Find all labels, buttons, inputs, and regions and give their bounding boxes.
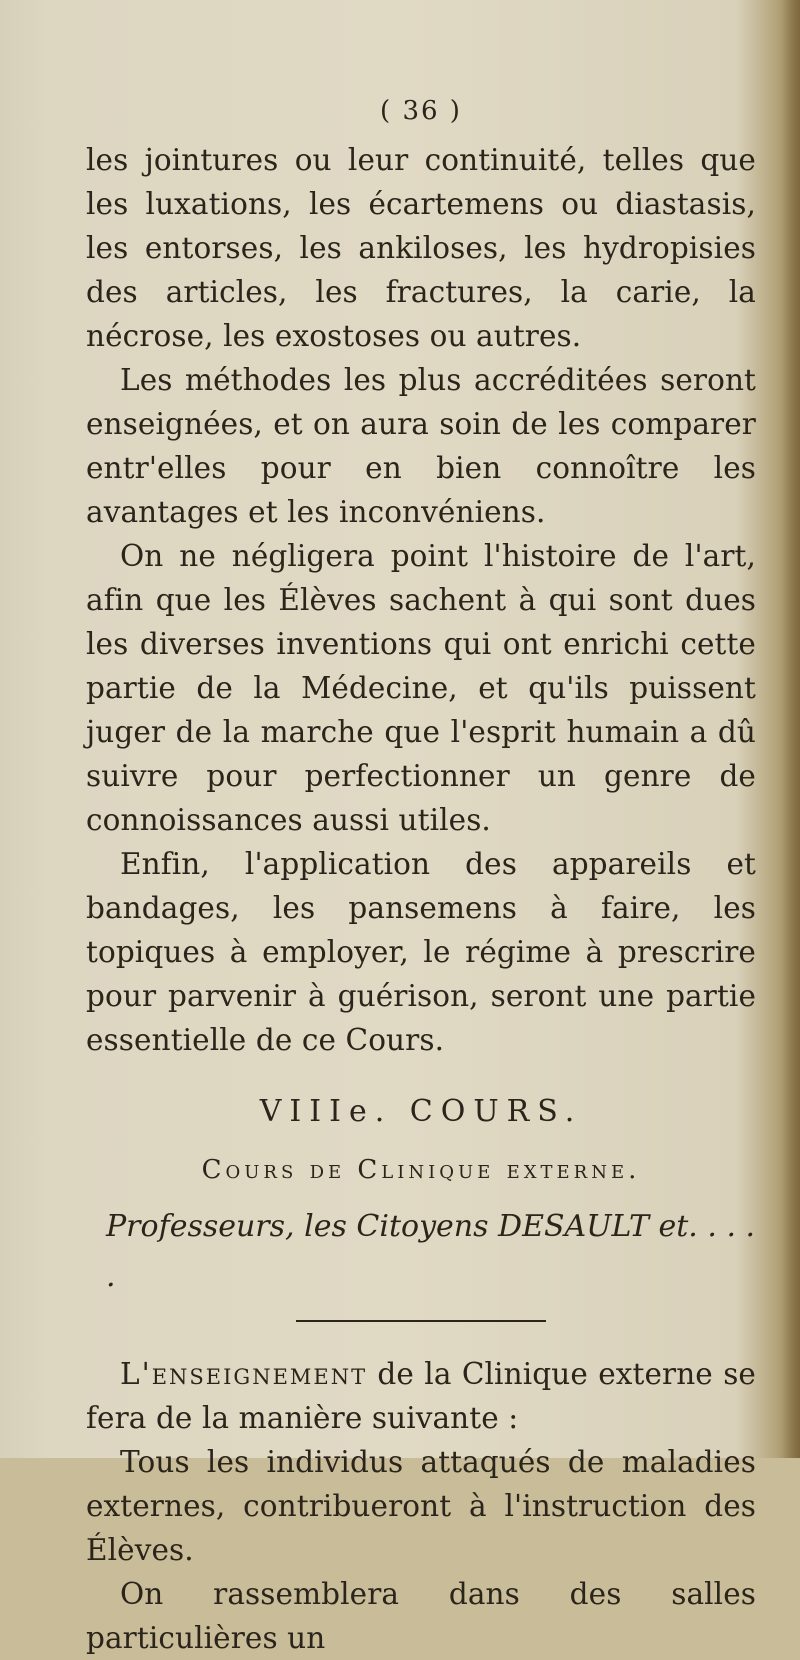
page-edge-shadow [782, 0, 800, 1458]
professors-line: Professeurs, les Citoyens DESAULT et. . . . . [106, 1209, 756, 1294]
closing-paragraph-3: On rassemblera dans des salles particulières un [86, 1577, 756, 1655]
closing-paragraph-1 [86, 1352, 756, 1440]
paragraph-1: les jointures ou leur continuité, telles que les luxations, les écartemens ou diastasis, les entorses, les ankiloses, les hydropisies des articles, les fractures, la carie, la nécrose, les exostoses ou autres. [86, 143, 756, 353]
paragraph-4: Enfin, l'application des appareils et bandages, les pansemens à faire, les topiques à employer, le régime à prescrire pour parvenir à guérison, seront une partie essentielle de ce Cours. [86, 847, 756, 1057]
section-heading: VIIIe. COURS. [259, 1094, 583, 1129]
page-number: ( 36 ) [380, 96, 462, 126]
paragraph-3: On ne négligera point l'histoire de l'art, afin que les Élèves sachent à qui sont dues les diverses inventions qui ont enrichi cette partie de la Médecine, et qu'ils puissent juger de la marche que l'esprit humain a dû suivre pour perfectionner un genre de connoissances aussi utiles. [86, 539, 756, 837]
paragraph-2: Les méthodes les plus accréditées seront enseignées, et on aura soin de les comparer entr'elles pour en bien connoître les avantages et les inconvéniens. [86, 363, 756, 529]
text-block [86, 96, 756, 1660]
divider-rule [296, 1320, 546, 1322]
closing-paragraph-2: Tous les individus attaqués de maladies externes, contribueront à l'instruction des Élèves. [86, 1445, 756, 1567]
course-title: Cours de Clinique externe. [201, 1155, 641, 1185]
closing-paragraph-1-text: de la Clinique externe se fera de la manière suivante : [86, 1357, 756, 1435]
lead-word: L'enseignement [120, 1357, 368, 1391]
